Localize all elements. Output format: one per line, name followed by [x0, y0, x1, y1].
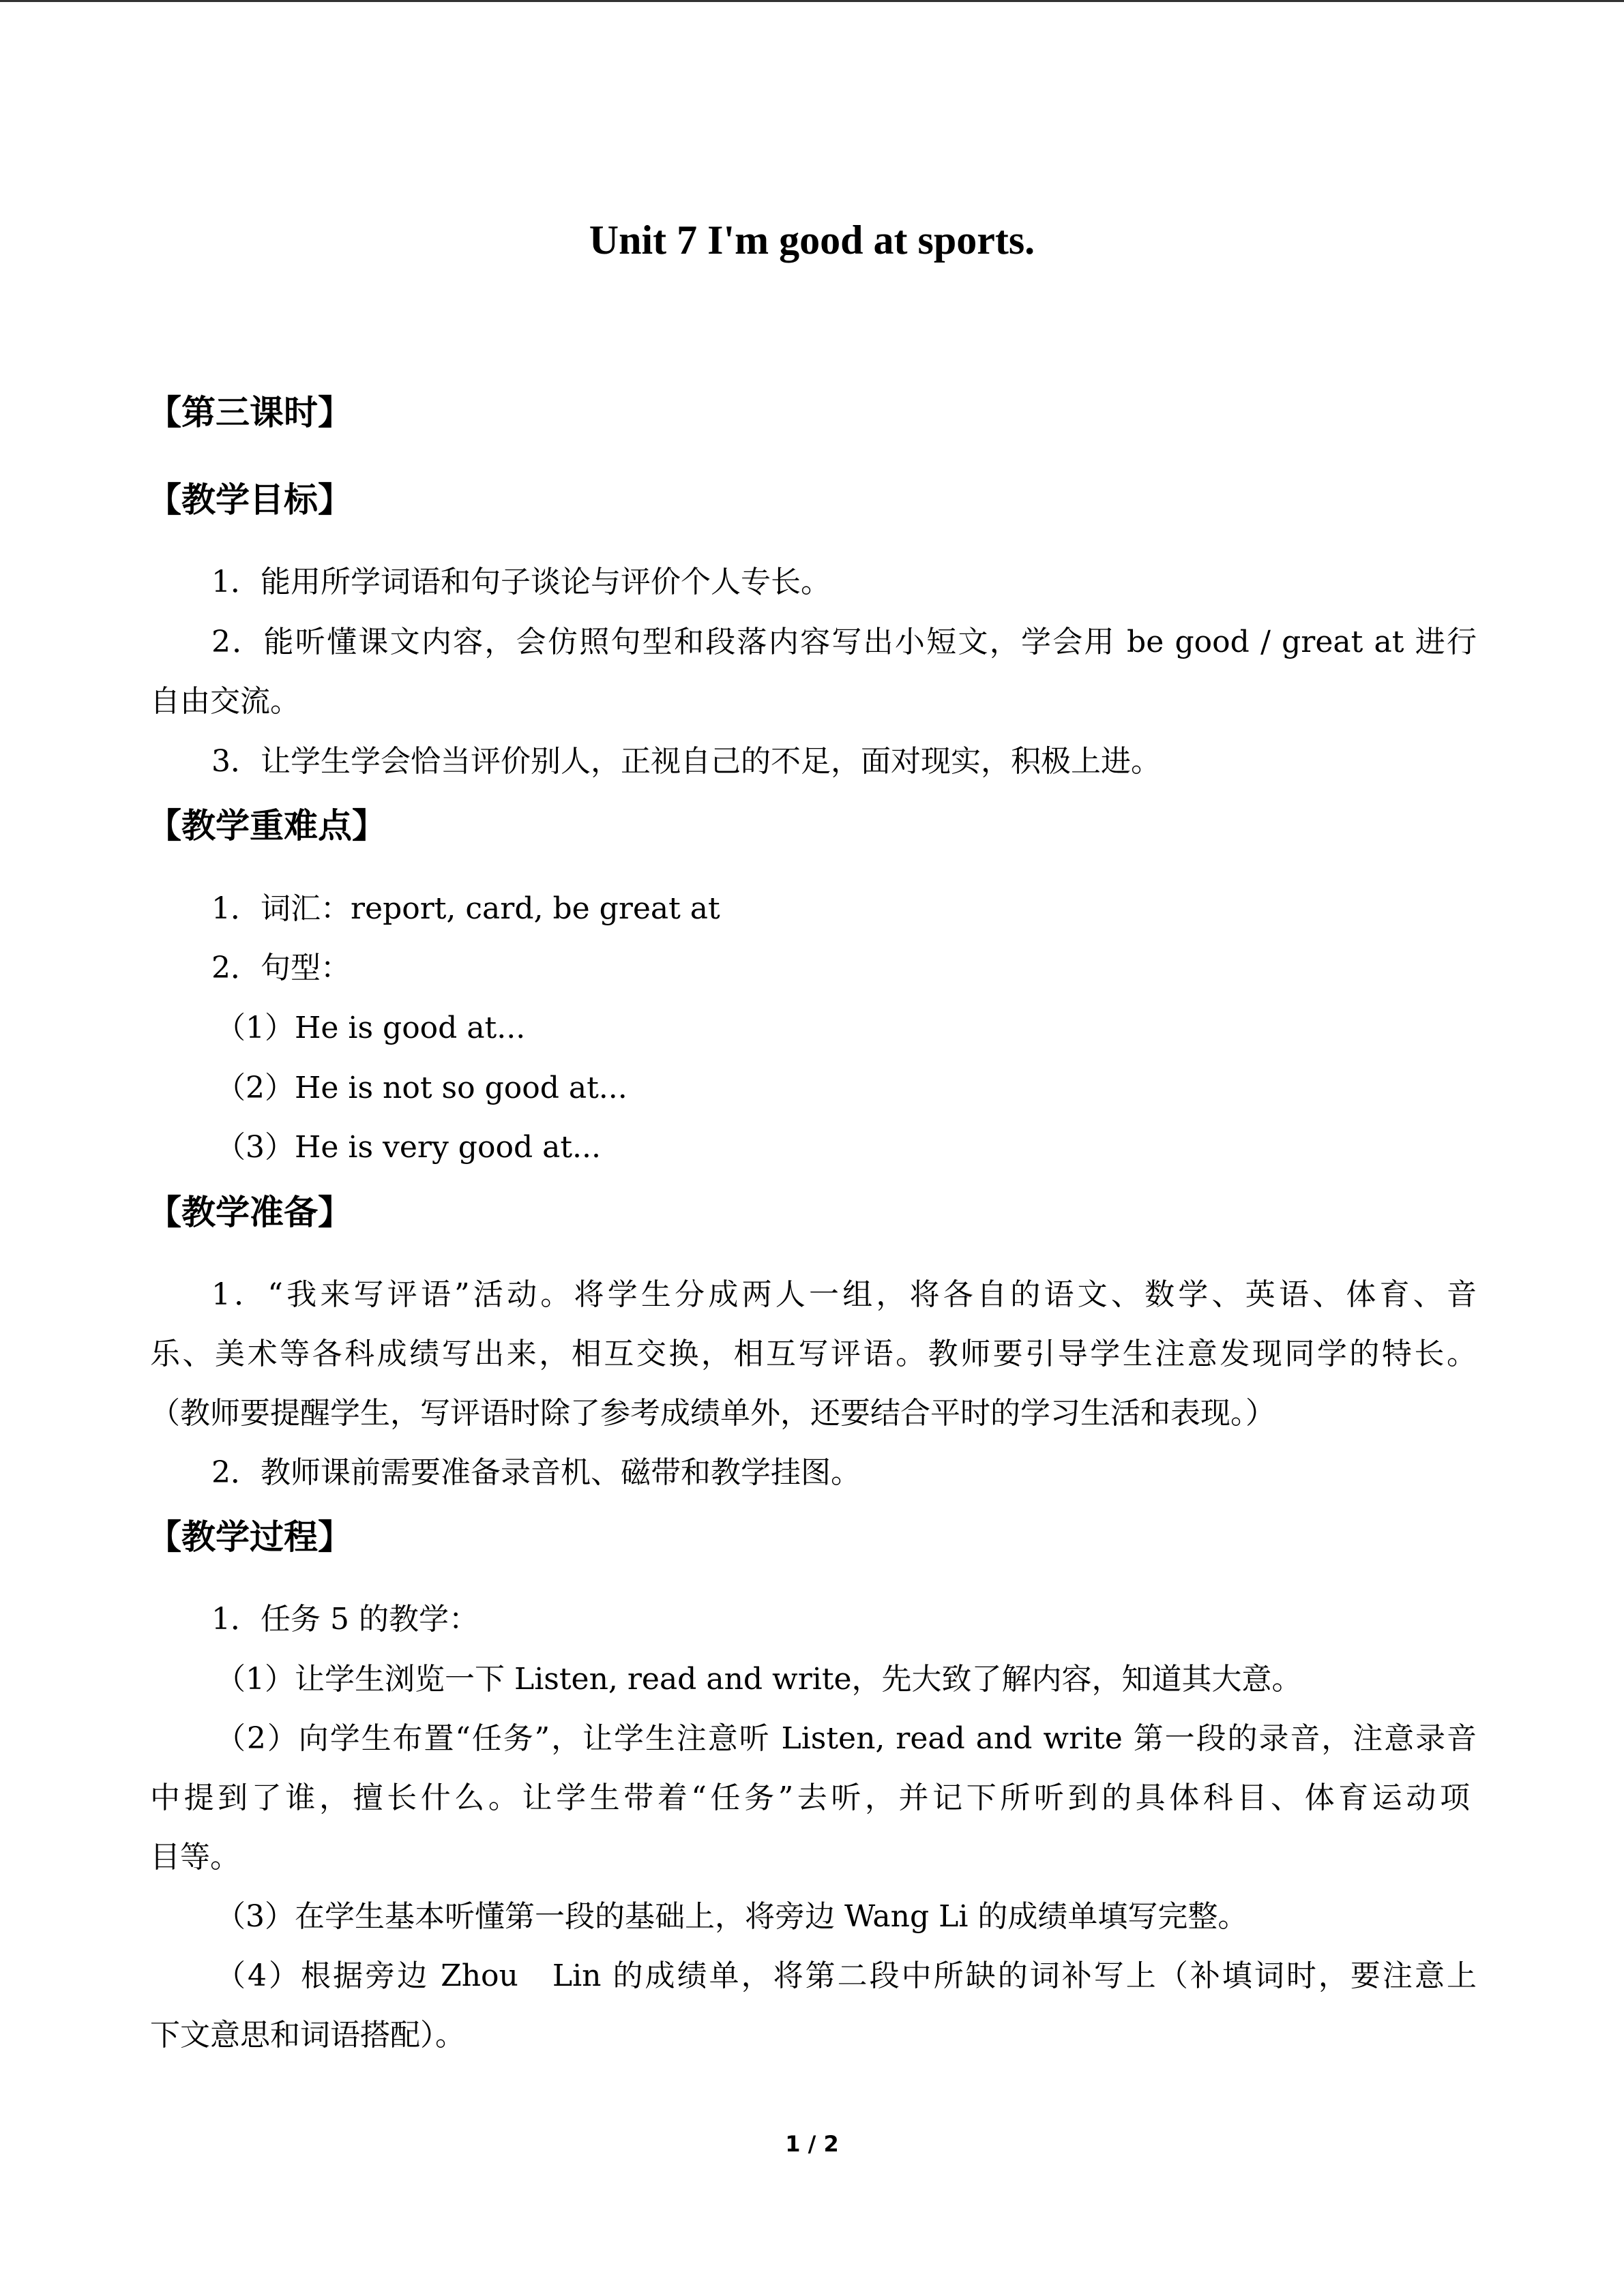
- process-step-2-line-3: 目等。: [150, 1840, 240, 1875]
- key-points-heading: 【教学重难点】: [147, 806, 386, 846]
- sentence-pattern-1: （1）He is good at...: [216, 1011, 526, 1045]
- document-title: Unit 7 I'm good at sports.: [589, 218, 1035, 263]
- preparation-item-1-line-2: 乐、美术等各科成绩写出来，相互交换，相互写评语。教师要引导学生注意发现同学的特长。: [150, 1337, 1477, 1371]
- process-step-2-line-1: （2）向学生布置“任务”，让学生注意听 Listen, read and write 第一段的录音，注意录音: [216, 1721, 1477, 1756]
- sentence-pattern-2: （2）He is not so good at...: [216, 1071, 628, 1105]
- preparation-heading: 【教学准备】: [147, 1193, 352, 1232]
- sentence-pattern-3: （3）He is very good at...: [216, 1130, 601, 1165]
- page-number: 1 / 2: [785, 2131, 839, 2157]
- process-step-2-line-2: 中提到了谁，擅长什么。让学生带着“任务”去听，并记下所听到的具体科目、体育运动项: [150, 1780, 1470, 1815]
- objective-item-3: 3．让学生学会恰当评价别人，正视自己的不足，面对现实，积极上进。: [211, 744, 1161, 779]
- process-heading: 【教学过程】: [147, 1517, 352, 1557]
- preparation-item-2: 2．教师课前需要准备录音机、磁带和教学挂图。: [211, 1455, 861, 1490]
- process-step-4-line-2: 下文意思和词语搭配）。: [150, 2018, 465, 2053]
- key-point-item-1: 1．词汇：report, card, be great at: [211, 891, 720, 926]
- process-step-3: （3）在学生基本听懂第一段的基础上，将旁边 Wang Li 的成绩单填写完整。: [216, 1899, 1248, 1934]
- objective-item-1: 1．能用所学词语和句子谈论与评价个人专长。: [211, 565, 831, 599]
- key-point-item-2: 2．句型：: [211, 951, 351, 985]
- preparation-item-1-line-1: 1．“我来写评语”活动。将学生分成两人一组，将各自的语文、数学、英语、体育、音: [211, 1277, 1477, 1312]
- top-border: [0, 0, 1624, 2]
- process-item-1: 1．任务 5 的教学：: [211, 1602, 479, 1637]
- objective-item-2-line-1: 2．能听懂课文内容，会仿照句型和段落内容写出小短文，学会用 be good / great at 进行: [211, 625, 1477, 659]
- lesson-heading: 【第三课时】: [147, 393, 352, 432]
- process-step-4-line-1: （4）根据旁边 Zhou Lin 的成绩单，将第二段中所缺的词补写上（补填词时，要注意上: [216, 1958, 1477, 1993]
- process-step-1: （1）让学生浏览一下 Listen, read and write，先大致了解内容，知道其大意。: [216, 1662, 1302, 1697]
- objectives-heading: 【教学目标】: [147, 480, 352, 520]
- objective-item-2-line-2: 自由交流。: [150, 684, 300, 719]
- preparation-item-1-line-3: （教师要提醒学生，写评语时除了参考成绩单外，还要结合平时的学习生活和表现。）: [150, 1396, 1275, 1431]
